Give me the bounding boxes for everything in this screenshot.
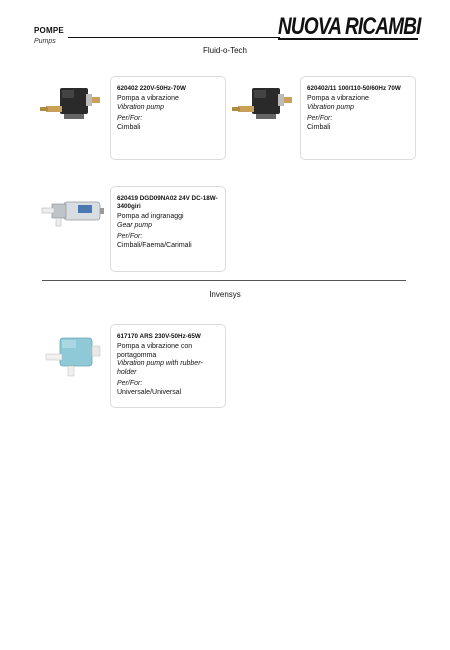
category-subtitle: Pumps (34, 38, 56, 45)
product-name-en: Vibration pump with rubber-holder (117, 360, 203, 376)
gear-pump-icon (38, 192, 108, 232)
brand-logo (278, 12, 421, 42)
product-application: Universale/Universal (117, 388, 182, 396)
product-name-it: Pompa a vibrazione (117, 95, 179, 102)
per-for-label: Per/For: (307, 115, 333, 122)
product-card[interactable] (110, 186, 226, 272)
vibration-pump-icon (38, 78, 108, 130)
category-title: POMPE (34, 26, 64, 35)
per-for-label: Per/For: (117, 233, 143, 240)
product-name-it: Pompa a vibrazione (307, 95, 369, 102)
product-card[interactable] (110, 324, 226, 408)
vibration-pump-icon (230, 78, 300, 130)
per-for-label: Per/For: (117, 115, 143, 122)
product-code: 620419 DGD09NA02 24V DC-18W-3400giri (117, 195, 218, 210)
brand-logo-underline (278, 38, 418, 40)
product-code: 620402 220V-50Hz-70W (117, 85, 186, 92)
product-name-it: Pompa ad ingranaggi (117, 213, 184, 220)
per-for-label: Per/For: (117, 380, 143, 387)
header-rule (68, 37, 280, 38)
product-card[interactable] (110, 76, 226, 160)
product-application: Cimbali/Faema/Carimali (117, 241, 192, 249)
section-title-invensys: Invensys (209, 290, 241, 299)
vibration-pump-icon (40, 330, 110, 380)
product-name-en: Vibration pump (307, 103, 354, 111)
section-divider (42, 280, 406, 281)
product-code: 620402/11 100/110-50/60Hz 70W (307, 85, 401, 92)
product-card[interactable] (300, 76, 416, 160)
product-name-it: Pompa a vibrazione con portagomma (117, 343, 193, 359)
product-name-en: Gear pump (117, 221, 153, 229)
product-application: Cimbali (117, 123, 141, 131)
section-title-fluid-o-tech: Fluid-o-Tech (202, 46, 247, 55)
brand-logo-text: NUOVA RICAMBI (278, 14, 421, 41)
product-code: 617170 ARS 230V-50Hz-65W (117, 333, 201, 340)
product-name-en: Vibration pump (117, 103, 164, 111)
product-application: Cimbali (307, 123, 331, 131)
